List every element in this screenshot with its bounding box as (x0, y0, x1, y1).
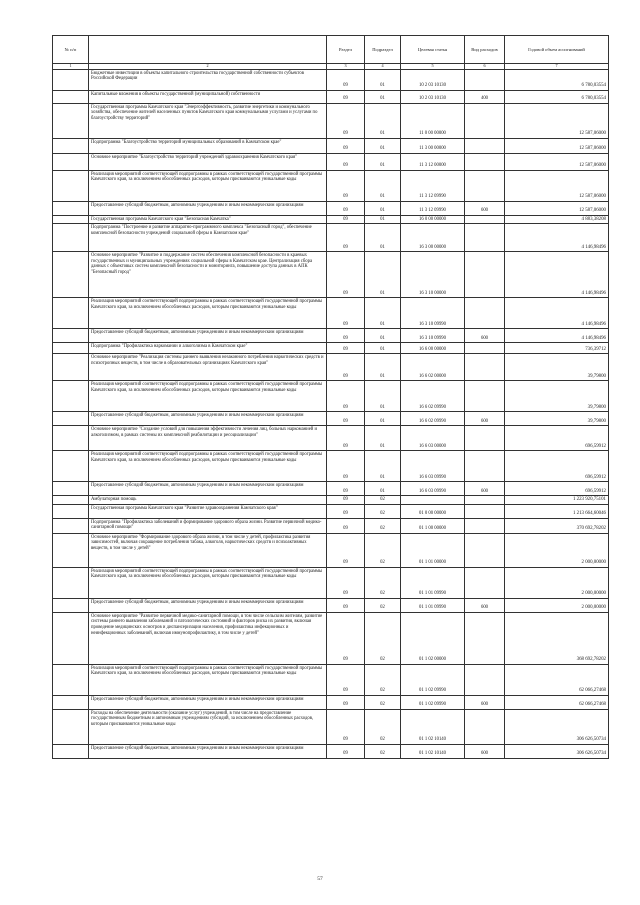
row-name-cell: Основное мероприятие "Развитие и поддержание систем обеспечения комплексной безопасности в краевых государственных и муниципальных учреждениях социальной сферы в Камчатском крае. Централизация сбора данных с объектовых систем комплексной безопасности и мониторинга, повышение доступа данных в АПК "Безопасный город" (89, 252, 327, 298)
row-expense-type-cell (465, 612, 505, 664)
row-name-cell: Государственная программа Камчатского края "Развитие здравоохранения Камчатского края" (89, 504, 327, 518)
row-amount-cell: 12 587,06000 (505, 103, 609, 138)
row-section-cell: 09 (327, 412, 365, 426)
row-amount-cell: 2 000,00000 (505, 598, 609, 612)
row-section-cell: 09 (327, 567, 365, 598)
row-subsection-cell: 01 (365, 329, 401, 343)
row-name-cell: Предоставление субсидий бюджетным, автономным учреждениям и иным некоммерческим организациям (89, 201, 327, 215)
row-name-cell: Реализация мероприятий соответствующей подпрограммы в рамках соответствующей государственной программы Камчатского края, за исключением обособленных расходов, которым присваиваются уникальные коды (89, 381, 327, 412)
row-expense-type-cell (465, 504, 505, 518)
table-row (53, 215, 609, 224)
row-target-cell: 16 6 03 09990 (401, 482, 465, 496)
table-row (53, 201, 609, 215)
row-number-cell (53, 426, 89, 451)
row-subsection-cell: 01 (365, 201, 401, 215)
row-number-cell (53, 482, 89, 496)
table-row (53, 664, 609, 695)
row-section-cell: 09 (327, 664, 365, 695)
row-number-cell (53, 90, 89, 103)
row-subsection-cell: 01 (365, 298, 401, 329)
row-subsection-cell: 01 (365, 103, 401, 138)
row-expense-type-cell (465, 215, 505, 224)
row-number-cell (53, 412, 89, 426)
row-subsection-cell: 02 (365, 709, 401, 744)
row-amount-cell: 1 223 920,75101 (505, 496, 609, 505)
row-name-cell: Амбулаторная помощь (89, 496, 327, 505)
row-target-cell: 16 3 10 09990 (401, 329, 465, 343)
row-number-cell (53, 709, 89, 744)
row-subsection-cell: 01 (365, 138, 401, 153)
row-name-cell: Расходы на обеспечение деятельности (оказание услуг) учреждений, в том числе на предоставление государственным бюджетным и автономным учреждениям субсидий, за исключением обособленных расходов, которым присваиваются уникальные коды (89, 709, 327, 744)
row-amount-cell: 696,59912 (505, 426, 609, 451)
row-name-cell: Реализация мероприятий соответствующей подпрограммы в рамках соответствующей государственной программы Камчатского края, за исключением обособленных расходов, которым присваиваются уникальные коды (89, 298, 327, 329)
row-section-cell: 09 (327, 598, 365, 612)
row-section-cell: 09 (327, 170, 365, 201)
row-expense-type-cell: 400 (465, 90, 505, 103)
row-number-cell (53, 533, 89, 567)
table-row (53, 744, 609, 758)
row-subsection-cell: 01 (365, 69, 401, 90)
row-section-cell: 09 (327, 215, 365, 224)
column-number: 1 (53, 64, 89, 70)
row-expense-type-cell (465, 170, 505, 201)
row-expense-type-cell (465, 709, 505, 744)
row-expense-type-cell: 600 (465, 744, 505, 758)
row-section-cell: 09 (327, 252, 365, 298)
row-expense-type-cell: 600 (465, 482, 505, 496)
row-name-cell: Предоставление субсидий бюджетным, автономным учреждениям и иным некоммерческим организациям (89, 598, 327, 612)
row-expense-type-cell (465, 496, 505, 505)
row-target-cell: 01 1 01 00000 (401, 533, 465, 567)
row-amount-cell: 39,79800 (505, 354, 609, 381)
row-number-cell (53, 201, 89, 215)
row-section-cell: 09 (327, 298, 365, 329)
column-number: 2 (89, 64, 327, 70)
row-subsection-cell: 01 (365, 426, 401, 451)
row-expense-type-cell (465, 426, 505, 451)
table-row (53, 329, 609, 343)
table-body (53, 69, 609, 758)
row-subsection-cell: 01 (365, 343, 401, 354)
row-section-cell: 09 (327, 201, 365, 215)
row-name-cell: Основное мероприятие "Создание условий для повышения эффективности лечения лиц, больных наркоманией и алкоголизмом, в рамках системы их комплексной реабилитации и ресоциализации" (89, 426, 327, 451)
row-section-cell: 09 (327, 533, 365, 567)
row-name-cell: Основное мероприятие "Благоустройство территорий учреждений здравоохранения Камчатского края" (89, 153, 327, 170)
row-section-cell: 09 (327, 709, 365, 744)
row-number-cell (53, 103, 89, 138)
row-amount-cell: 6 780,03554 (505, 69, 609, 90)
row-expense-type-cell (465, 381, 505, 412)
row-subsection-cell: 01 (365, 354, 401, 381)
row-target-cell: 11 3 12 09990 (401, 170, 465, 201)
table-row (53, 612, 609, 664)
row-section-cell: 09 (327, 343, 365, 354)
table-row (53, 224, 609, 252)
header-subsection: Подраздел (365, 36, 401, 64)
row-subsection-cell: 02 (365, 504, 401, 518)
row-section-cell: 09 (327, 354, 365, 381)
row-target-cell: 16 6 03 00000 (401, 426, 465, 451)
row-number-cell (53, 567, 89, 598)
table-row (53, 533, 609, 567)
table-row (53, 170, 609, 201)
row-number-cell (53, 224, 89, 252)
row-name-cell: Государственная программа Камчатского края "Безопасная Камчатка" (89, 215, 327, 224)
row-section-cell: 09 (327, 744, 365, 758)
row-name-cell: Реализация мероприятий соответствующей подпрограммы в рамках соответствующей государственной программы Камчатского края, за исключением обособленных расходов, которым присваиваются уникальные коды (89, 451, 327, 482)
row-name-cell: Подпрограмма "Профилактика наркомании и алкоголизма в Камчатском крае" (89, 343, 327, 354)
table-row (53, 138, 609, 153)
row-target-cell: 01 1 02 09990 (401, 664, 465, 695)
row-amount-cell: 306 626,50734 (505, 709, 609, 744)
row-expense-type-cell: 600 (465, 329, 505, 343)
row-subsection-cell: 01 (365, 381, 401, 412)
table-row (53, 709, 609, 744)
row-number-cell (53, 504, 89, 518)
row-expense-type-cell: 600 (465, 695, 505, 709)
row-section-cell: 09 (327, 504, 365, 518)
row-section-cell: 09 (327, 103, 365, 138)
table-row (53, 343, 609, 354)
row-amount-cell: 6 780,03554 (505, 90, 609, 103)
row-subsection-cell: 02 (365, 612, 401, 664)
row-amount-cell: 4 146,98496 (505, 298, 609, 329)
row-expense-type-cell (465, 664, 505, 695)
row-subsection-cell: 02 (365, 695, 401, 709)
row-subsection-cell: 01 (365, 170, 401, 201)
row-amount-cell: 696,59912 (505, 482, 609, 496)
row-expense-type-cell (465, 451, 505, 482)
row-amount-cell: 370 692,78202 (505, 518, 609, 533)
row-expense-type-cell (465, 518, 505, 533)
row-name-cell: Бюджетные инвестиции в объекты капитального строительства государственной собственности субъектов Российской Федерации (89, 69, 327, 90)
row-target-cell: 10 2 03 10130 (401, 90, 465, 103)
row-amount-cell: 4 146,98496 (505, 224, 609, 252)
row-amount-cell: 4 146,98496 (505, 252, 609, 298)
row-target-cell: 01 1 01 09990 (401, 567, 465, 598)
header-section: Раздел (327, 36, 365, 64)
row-amount-cell: 62 066,27468 (505, 695, 609, 709)
row-expense-type-cell (465, 343, 505, 354)
row-number-cell (53, 695, 89, 709)
table-row (53, 252, 609, 298)
row-expense-type-cell (465, 138, 505, 153)
row-number-cell (53, 298, 89, 329)
row-target-cell: 01 1 00 00000 (401, 518, 465, 533)
table-row (53, 153, 609, 170)
row-number-cell (53, 354, 89, 381)
row-section-cell: 09 (327, 381, 365, 412)
row-name-cell: Подпрограмма "Профилактика заболеваний и формирование здорового образа жизни. Развитие первичной медико-санитарной помощи" (89, 518, 327, 533)
row-target-cell: 16 3 10 00000 (401, 252, 465, 298)
row-expense-type-cell (465, 224, 505, 252)
row-number-cell (53, 153, 89, 170)
row-amount-cell: 12 587,06000 (505, 138, 609, 153)
row-expense-type-cell (465, 69, 505, 90)
row-name-cell: Подпрограмма "Построение и развитие аппаратно-программного комплекса "Безопасный город", обеспечение комплексной безопасности учреждений социальной сферы в Камчатском крае" (89, 224, 327, 252)
row-amount-cell: 368 692,78202 (505, 612, 609, 664)
table-row (53, 518, 609, 533)
row-subsection-cell: 02 (365, 518, 401, 533)
row-name-cell: Основное мероприятие "Формирование здорового образа жизни, в том числе у детей, профилактика развития зависимостей, включая сокращение потребления табака, алкоголя, наркотических средств и психоактивных веществ, в том числе у детей" (89, 533, 327, 567)
table-row (53, 103, 609, 138)
row-subsection-cell: 02 (365, 598, 401, 612)
row-number-cell (53, 664, 89, 695)
row-subsection-cell: 02 (365, 744, 401, 758)
row-amount-cell: 12 587,06000 (505, 153, 609, 170)
row-name-cell: Капитальные вложения в объекты государственной (муниципальной) собственности (89, 90, 327, 103)
row-name-cell: Предоставление субсидий бюджетным, автономным учреждениям и иным некоммерческим организациям (89, 695, 327, 709)
row-expense-type-cell: 600 (465, 598, 505, 612)
row-number-cell (53, 329, 89, 343)
row-target-cell (401, 496, 465, 505)
row-name-cell: Предоставление субсидий бюджетным, автономным учреждениям и иным некоммерческим организациям (89, 412, 327, 426)
row-expense-type-cell (465, 103, 505, 138)
row-section-cell: 09 (327, 451, 365, 482)
table-row (53, 504, 609, 518)
row-amount-cell: 12 587,06000 (505, 170, 609, 201)
table-row (53, 90, 609, 103)
row-target-cell: 11 3 00 00000 (401, 138, 465, 153)
row-target-cell: 16 6 02 09990 (401, 412, 465, 426)
row-section-cell: 09 (327, 426, 365, 451)
row-subsection-cell: 01 (365, 224, 401, 252)
row-section-cell: 09 (327, 69, 365, 90)
row-subsection-cell: 01 (365, 412, 401, 426)
row-name-cell: Предоставление субсидий бюджетным, автономным учреждениям и иным некоммерческим организациям (89, 329, 327, 343)
row-target-cell: 16 3 10 09990 (401, 298, 465, 329)
row-target-cell: 16 3 00 00000 (401, 224, 465, 252)
row-subsection-cell: 02 (365, 567, 401, 598)
row-target-cell: 10 2 03 10130 (401, 69, 465, 90)
row-expense-type-cell (465, 153, 505, 170)
row-name-cell: Реализация мероприятий соответствующей подпрограммы в рамках соответствующей государственной программы Камчатского края, за исключением обособленных расходов, которым присваиваются уникальные коды (89, 567, 327, 598)
row-amount-cell: 12 587,06000 (505, 201, 609, 215)
row-section-cell: 09 (327, 90, 365, 103)
table-row (53, 567, 609, 598)
row-number-cell (53, 343, 89, 354)
row-expense-type-cell (465, 567, 505, 598)
row-target-cell: 11 3 12 09990 (401, 201, 465, 215)
table-row (53, 695, 609, 709)
header-name (89, 36, 327, 64)
row-number-cell (53, 518, 89, 533)
row-number-cell (53, 496, 89, 505)
row-target-cell: 01 1 01 09990 (401, 598, 465, 612)
row-section-cell: 09 (327, 496, 365, 505)
row-name-cell: Реализация мероприятий соответствующей подпрограммы в рамках соответствующей государственной программы Камчатского края, за исключением обособленных расходов, которым присваиваются уникальные коды (89, 664, 327, 695)
row-name-cell: Государственная программа Камчатского края "Энергоэффективность, развитие энергетики и коммунального хозяйства, обеспечение жителей населенных пунктов Камчатского края коммунальными услугами и услугами по благоустройству территорий" (89, 103, 327, 138)
row-name-cell: Основное мероприятие "Развитие первичной медико-санитарной помощи, в том числе сельским жителям, развитие системы раннего выявления заболеваний и патологических состояний и факторов риска их развития, включая проведение медицинских осмотров и диспансеризации населения, профилактика инфекционных и неинфекционных заболеваний, включая иммунопрофилактику, в том числе у детей" (89, 612, 327, 664)
row-section-cell: 09 (327, 138, 365, 153)
row-amount-cell: 696,59912 (505, 451, 609, 482)
row-expense-type-cell (465, 354, 505, 381)
column-number: 5 (401, 64, 465, 70)
row-target-cell: 11 3 12 00000 (401, 153, 465, 170)
row-target-cell: 16 6 02 09990 (401, 381, 465, 412)
row-number-cell (53, 69, 89, 90)
row-target-cell: 01 0 00 00000 (401, 504, 465, 518)
row-name-cell: Предоставление субсидий бюджетным, автономным учреждениям и иным некоммерческим организациям (89, 744, 327, 758)
budget-allocation-table (52, 35, 609, 759)
row-number-cell (53, 451, 89, 482)
row-target-cell: 11 0 00 00000 (401, 103, 465, 138)
row-amount-cell: 736,39712 (505, 343, 609, 354)
row-section-cell: 09 (327, 518, 365, 533)
row-name-cell: Предоставление субсидий бюджетным, автономным учреждениям и иным некоммерческим организациям (89, 482, 327, 496)
column-number: 7 (505, 64, 609, 70)
row-section-cell: 09 (327, 329, 365, 343)
row-subsection-cell: 01 (365, 215, 401, 224)
row-amount-cell: 2 000,00000 (505, 567, 609, 598)
row-number-cell (53, 744, 89, 758)
row-expense-type-cell (465, 298, 505, 329)
row-number-cell (53, 252, 89, 298)
column-number: 3 (327, 64, 365, 70)
row-amount-cell: 4 146,98496 (505, 329, 609, 343)
row-amount-cell: 4 883,38208 (505, 215, 609, 224)
header-target: Целевая статья (401, 36, 465, 64)
row-target-cell: 16 6 03 09990 (401, 451, 465, 482)
row-number-cell (53, 598, 89, 612)
row-amount-cell: 62 066,27468 (505, 664, 609, 695)
row-amount-cell: 2 000,00000 (505, 533, 609, 567)
row-amount-cell: 39,79800 (505, 412, 609, 426)
column-number: 4 (365, 64, 401, 70)
row-number-cell (53, 612, 89, 664)
row-subsection-cell: 01 (365, 153, 401, 170)
row-subsection-cell: 01 (365, 482, 401, 496)
row-expense-type-cell (465, 533, 505, 567)
row-target-cell: 16 0 00 00000 (401, 215, 465, 224)
row-number-cell (53, 381, 89, 412)
row-section-cell: 09 (327, 695, 365, 709)
row-target-cell: 01 1 02 09990 (401, 695, 465, 709)
row-name-cell: Реализация мероприятий соответствующей подпрограммы в рамках соответствующей государственной программы Камчатского края, за исключением обособленных расходов, которым присваиваются уникальные коды (89, 170, 327, 201)
row-number-cell (53, 138, 89, 153)
row-subsection-cell: 01 (365, 451, 401, 482)
column-number: 6 (465, 64, 505, 70)
table-row (53, 496, 609, 505)
table-header-row (53, 36, 609, 64)
row-number-cell (53, 215, 89, 224)
row-target-cell: 01 1 02 00000 (401, 612, 465, 664)
row-expense-type-cell (465, 252, 505, 298)
table-row (53, 598, 609, 612)
row-subsection-cell: 01 (365, 252, 401, 298)
table-row (53, 451, 609, 482)
row-amount-cell: 39,79800 (505, 381, 609, 412)
header-num: № п/п (53, 36, 89, 64)
table-row (53, 298, 609, 329)
row-target-cell: 16 6 00 00000 (401, 343, 465, 354)
table-row (53, 482, 609, 496)
row-number-cell (53, 170, 89, 201)
header-amount: Годовой объем ассигнований (505, 36, 609, 64)
row-target-cell: 01 1 02 10140 (401, 709, 465, 744)
row-section-cell: 09 (327, 482, 365, 496)
table-row (53, 426, 609, 451)
row-target-cell: 16 6 02 00000 (401, 354, 465, 381)
row-section-cell: 09 (327, 224, 365, 252)
row-name-cell: Основное мероприятие "Реализация системы раннего выявления незаконного потребления наркотических средств и психотропных веществ, в том числе в образовательных организациях Камчатского края" (89, 354, 327, 381)
row-amount-cell: 306 626,50734 (505, 744, 609, 758)
table-row (53, 354, 609, 381)
row-subsection-cell: 02 (365, 533, 401, 567)
row-section-cell: 09 (327, 612, 365, 664)
row-subsection-cell: 01 (365, 90, 401, 103)
table-row (53, 381, 609, 412)
page-number: 57 (317, 876, 323, 882)
row-target-cell: 01 1 02 10140 (401, 744, 465, 758)
row-expense-type-cell: 600 (465, 412, 505, 426)
row-expense-type-cell: 600 (465, 201, 505, 215)
header-expense-type: Вид расходов (465, 36, 505, 64)
row-subsection-cell: 02 (365, 664, 401, 695)
row-subsection-cell: 02 (365, 496, 401, 505)
table-row (53, 69, 609, 90)
row-section-cell: 09 (327, 153, 365, 170)
row-name-cell: Подпрограмма "Благоустройство территорий муниципальных образований в Камчатском крае" (89, 138, 327, 153)
row-amount-cell: 1 213 664,60046 (505, 504, 609, 518)
table-row (53, 412, 609, 426)
